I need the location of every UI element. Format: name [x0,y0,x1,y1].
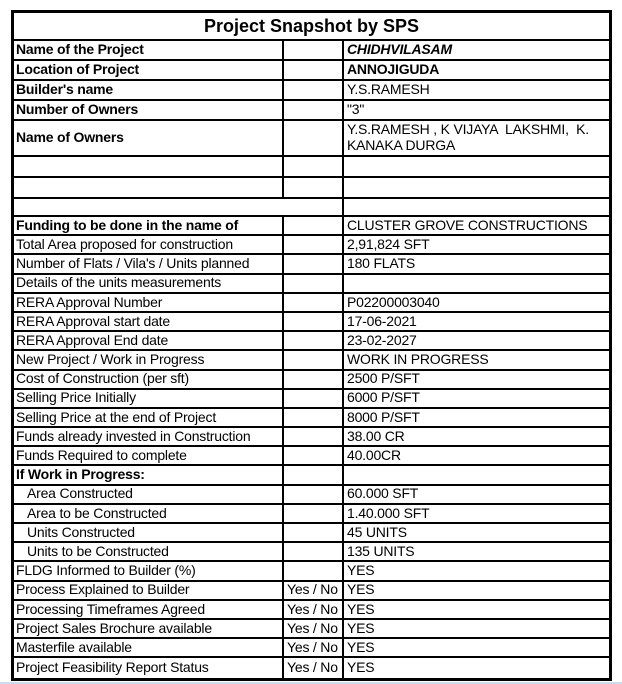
table-row [14,601,609,620]
cell-label[interactable]: Details of the units measurements [14,275,284,292]
cell-value[interactable]: 45 UNITS [347,524,407,540]
cell-yesno[interactable]: Yes / No [284,658,344,677]
table-body [14,41,609,678]
cell-yesno[interactable] [284,313,344,330]
cell-yesno[interactable] [284,255,344,272]
cell-yesno[interactable] [284,41,344,59]
cell-value[interactable]: 17-06-2021 [347,312,417,329]
cell-yesno[interactable] [284,505,344,522]
table-row [14,61,609,81]
cell-label[interactable]: Area Constructed [14,486,284,503]
cell-yesno[interactable] [284,81,344,99]
cell-yesno[interactable] [284,409,344,426]
cell-value[interactable]: 38.00 CR [347,428,405,444]
table-row [14,505,609,524]
cell-value[interactable] [344,157,609,176]
cell-yesno[interactable] [284,61,344,79]
cell-value[interactable]: Y.S.RAMESH [347,81,430,98]
cell-label[interactable]: RERA Approval End date [14,332,284,349]
cell-label[interactable]: Selling Price Initially [14,390,284,407]
table-row [14,121,609,157]
cell-label[interactable]: Units Constructed [14,524,284,541]
cell-label[interactable]: Name of Owners [14,121,284,155]
cell-label[interactable]: Number of Flats / Vila's / Units planned [14,255,284,272]
cell-yesno[interactable] [284,351,344,368]
cell-label[interactable]: New Project / Work in Progress [14,351,284,368]
cell-label[interactable]: Selling Price at the end of Project [14,409,284,426]
table-row [14,658,609,677]
cell-value[interactable]: YES [347,619,375,636]
cell-yesno[interactable]: Yes / No [284,620,344,637]
cell-value[interactable]: 2500 P/SFT [347,370,420,387]
cell-value[interactable] [344,275,609,292]
cell-yesno[interactable] [284,562,344,579]
table-row [14,236,609,255]
cell-value[interactable]: YES [347,639,375,655]
table-row [14,332,609,351]
table-row [14,294,609,313]
cell-value[interactable]: YES [347,659,375,676]
cell-yesno[interactable] [284,157,344,176]
cell-label[interactable]: Funding to be done in the name of [14,217,284,234]
table-row [14,351,609,370]
cell-yesno[interactable] [284,486,344,503]
cell-label[interactable] [14,178,284,197]
table-row [14,313,609,332]
cell-label[interactable]: Total Area proposed for construction [14,236,284,253]
cell-label[interactable]: If Work in Progress: [14,466,284,483]
cell-label[interactable]: Builder's name [14,81,284,99]
cell-value[interactable] [344,178,609,197]
cell-value[interactable]: 180 FLATS [347,255,415,272]
cell-yesno[interactable] [284,101,344,119]
table-row [14,639,609,658]
cell-label[interactable]: Cost of Construction (per sft) [14,371,284,388]
table-row [14,371,609,390]
cell-value[interactable]: ANNOJIGUDA [347,61,440,78]
cell-value[interactable]: 1.40.000 SFT [347,504,430,521]
cell-value[interactable]: YES [347,562,375,579]
cell-yesno[interactable] [284,390,344,407]
table-row [14,178,609,199]
table-row [14,41,609,61]
table-row [14,524,609,543]
cell-value[interactable]: 135 UNITS [347,543,415,559]
cell-label[interactable] [14,157,284,176]
cell-yesno[interactable] [284,217,344,234]
spreadsheet [11,10,612,681]
cell-yesno[interactable]: Yes / No [284,639,344,656]
table-row [14,81,609,101]
cell-value[interactable] [344,466,609,483]
cell-yesno[interactable] [284,275,344,292]
table-row [14,217,609,236]
table-row [14,428,609,447]
cell-label[interactable]: Number of Owners [14,101,284,119]
cell-label[interactable]: Process Explained to Builder [14,582,284,599]
cell-label[interactable] [14,199,344,215]
cell-value[interactable]: WORK IN PROGRESS [347,351,489,368]
cell-yesno[interactable] [284,178,344,197]
table-row [14,255,609,274]
cell-label[interactable]: Processing Timeframes Agreed [14,601,284,618]
table-row [14,157,609,178]
table-row [14,562,609,581]
cell-value[interactable]: 6000 P/SFT [347,389,420,406]
cell-yesno[interactable] [284,294,344,311]
cell-value[interactable]: YES [347,581,375,598]
page-title: Project Snapshot by SPS [203,15,420,36]
cell-yesno[interactable] [284,332,344,349]
cell-label[interactable]: Name of the Project [14,41,284,59]
cell-label[interactable]: Project Feasibility Report Status [14,658,284,677]
cell-value[interactable]: "3" [347,101,365,118]
cell-yesno[interactable] [284,466,344,483]
cell-value[interactable]: Y.S.RAMESH , K VIJAYA LAKSHMI, K. KANAKA DURGA [347,121,593,153]
cell-label[interactable]: RERA Approval start date [14,313,284,330]
cell-yesno[interactable]: Yes / No [284,601,344,618]
cell-label[interactable]: Funds Required to complete [14,447,284,464]
cell-value[interactable]: 23-02-2027 [347,332,417,348]
cell-value[interactable]: P02200003040 [347,293,440,310]
cell-value[interactable]: 2,91,824 SFT [347,236,430,252]
cell-label[interactable]: Area to be Constructed [14,505,284,522]
cell-label[interactable]: RERA Approval Number [14,294,284,311]
cell-yesno[interactable] [284,428,344,445]
table-row [14,486,609,505]
cell-label[interactable]: Masterfile available [14,639,284,656]
cell-yesno[interactable]: Yes / No [284,582,344,599]
cell-value[interactable]: YES [347,600,375,617]
cell-label[interactable]: Location of Project [14,61,284,79]
cell-yesno[interactable] [284,371,344,388]
cell-yesno[interactable] [284,236,344,253]
table-row [14,101,609,121]
cell-value[interactable]: 40.00CR [347,447,401,463]
sheet-title-row[interactable] [14,13,609,41]
cell-label[interactable]: Funds already invested in Construction [14,428,284,445]
table-row [14,582,609,601]
table-row [14,466,609,485]
table-row [14,390,609,409]
cell-yesno[interactable] [284,524,344,541]
cell-label[interactable]: Units to be Constructed [14,543,284,560]
table-row [14,447,609,466]
table-row [14,275,609,294]
cell-yesno[interactable] [284,447,344,464]
cell-value[interactable]: 8000 P/SFT [347,408,420,425]
cell-value[interactable] [344,199,609,215]
cell-label[interactable]: FLDG Informed to Builder (%) [14,562,284,579]
cell-yesno[interactable] [284,543,344,560]
table-row [14,409,609,428]
cell-value[interactable]: 60.000 SFT [347,485,419,502]
cell-value[interactable]: CLUSTER GROVE CONSTRUCTIONS [347,217,588,233]
table-row [14,543,609,562]
table-row [14,199,609,217]
table-row [14,620,609,639]
cell-label[interactable]: Project Sales Brochure available [14,620,284,637]
cell-value[interactable]: CHIDHVILASAM [347,41,452,58]
cell-yesno[interactable] [284,121,344,155]
